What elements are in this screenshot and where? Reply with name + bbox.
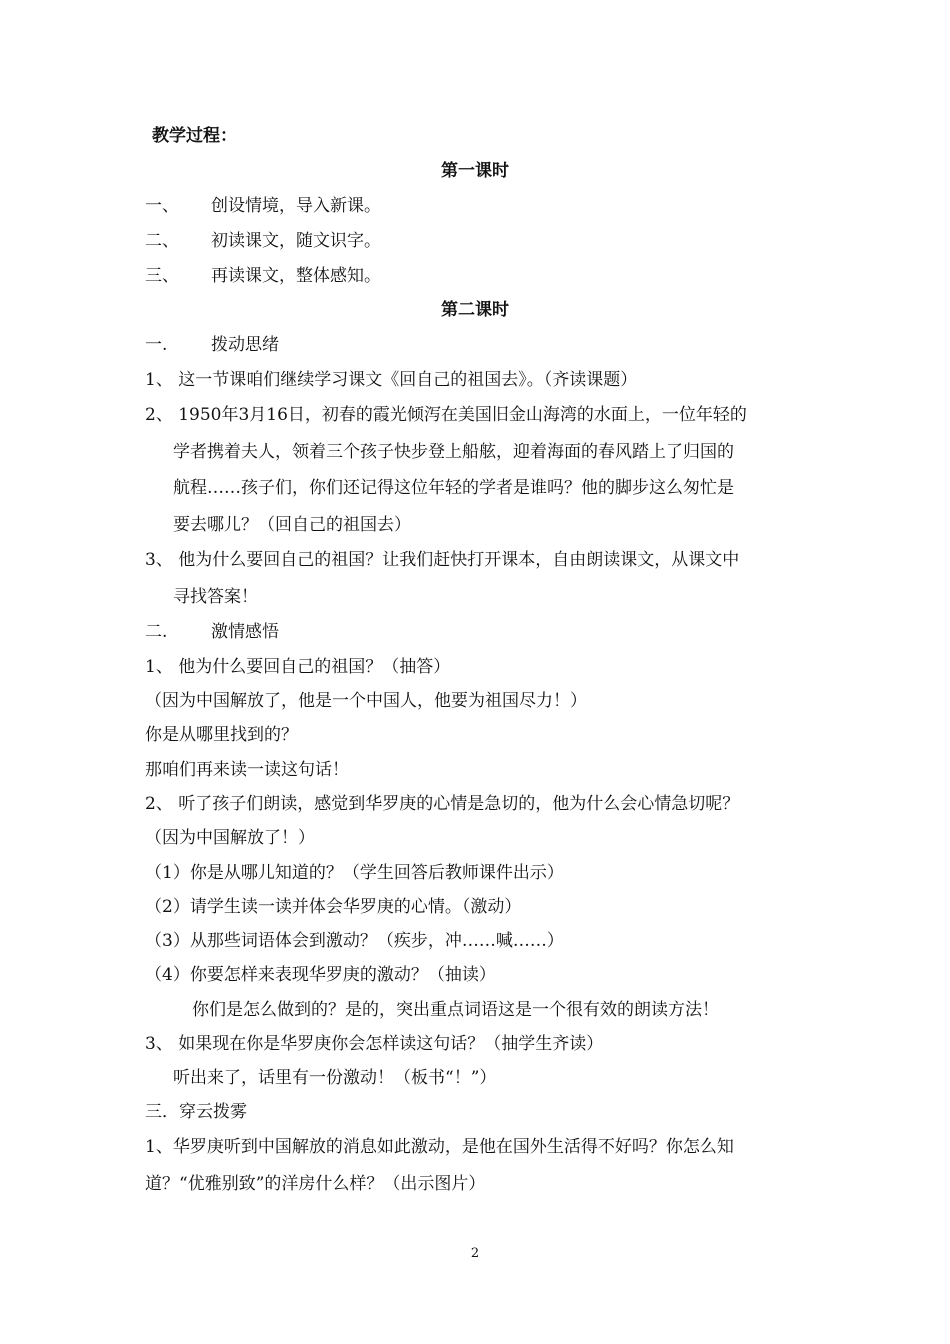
paragraph-2-line-1: 2、 1950年3月16日，初春的霞光倾泻在美国旧金山海湾的水面上，一位年轻的 — [145, 405, 747, 425]
section-heading: 教学过程： — [152, 126, 237, 146]
item-text: 再读课文，整体感知。 — [211, 266, 381, 286]
paragraph-1: 1、 这一节课咱们继续学习课文《回自己的祖国去》。（齐读课题） — [145, 370, 638, 390]
answer-1: （因为中国解放了，他是一个中国人，他要为祖国尽力！） — [145, 691, 587, 711]
sub-item-2: （2）请学生读一读并体会华罗庚的心情。（激动） — [145, 897, 522, 917]
paragraph-3-line-1: 3、 他为什么要回自己的祖国？让我们赶快打开课本，自由朗读课文，从课文中 — [145, 550, 740, 570]
sub-item-1: （1）你是从哪儿知道的？（学生回答后教师课件出示） — [145, 863, 564, 883]
text-line: 你们是怎么做到的？是的，突出重点词语这是一个很有效的朗读方法！ — [192, 1000, 719, 1020]
question-3: 3、 如果现在你是华罗庚你会怎样读这句话？（抽学生齐读） — [145, 1034, 604, 1054]
text-line: 那咱们再来读一读这句话！ — [145, 760, 349, 780]
item-number: 三、 — [145, 266, 179, 286]
lesson1-item-1 — [145, 194, 381, 218]
lesson2-section-3: 三．穿云拨雾 — [145, 1102, 247, 1122]
lesson1-title: 第一课时 — [441, 161, 509, 181]
section-text: 拨动思绪 — [211, 335, 279, 355]
paragraph-2-line-2: 学者携着夫人，领着三个孩子快步登上船舷，迎着海面的春风踏上了归国的 — [173, 442, 734, 462]
paragraph-4-line-2: 道？“优雅别致”的洋房什么样？（出示图片） — [145, 1174, 486, 1194]
item-number: 一、 — [145, 196, 179, 216]
lesson2-section-1 — [145, 333, 279, 357]
question-1: 1、 他为什么要回自己的祖国？（抽答） — [145, 657, 451, 677]
paragraph-3-line-2: 寻找答案！ — [173, 587, 258, 607]
lesson2-title: 第二课时 — [441, 300, 509, 320]
item-number: 二、 — [145, 231, 179, 251]
text-line: 你是从哪里找到的？ — [145, 725, 298, 745]
section-text: 激情感悟 — [211, 622, 279, 642]
sub-item-3: （3）从那些词语体会到激动？（疾步，冲……喊……） — [145, 931, 564, 951]
section-number: 一. — [145, 335, 168, 355]
paragraph-4-line-1: 1、华罗庚听到中国解放的消息如此激动，是他在国外生活得不好吗？你怎么知 — [145, 1137, 734, 1157]
section-number: 二. — [145, 622, 168, 642]
page-number: 2 — [470, 1246, 480, 1261]
question-2: 2、 听了孩子们朗读，感觉到华罗庚的心情是急切的，他为什么会心情急切呢？ — [145, 794, 740, 814]
paragraph-2-line-3: 航程……孩子们，你们还记得这位年轻的学者是谁吗？他的脚步这么匆忙是 — [173, 478, 734, 498]
text-line: 听出来了，话里有一份激动！（板书“！”） — [173, 1068, 497, 1088]
item-text: 初读课文，随文识字。 — [211, 231, 381, 251]
lesson1-item-2 — [145, 229, 381, 253]
sub-item-4: （4）你要怎样来表现华罗庚的激动？（抽读） — [145, 965, 496, 985]
lesson1-item-3 — [145, 264, 381, 288]
item-text: 创设情境，导入新课。 — [211, 196, 381, 216]
lesson2-section-2 — [145, 620, 279, 644]
answer-2: （因为中国解放了！） — [145, 828, 315, 848]
paragraph-2-line-4: 要去哪儿？（回自己的祖国去） — [173, 515, 411, 535]
